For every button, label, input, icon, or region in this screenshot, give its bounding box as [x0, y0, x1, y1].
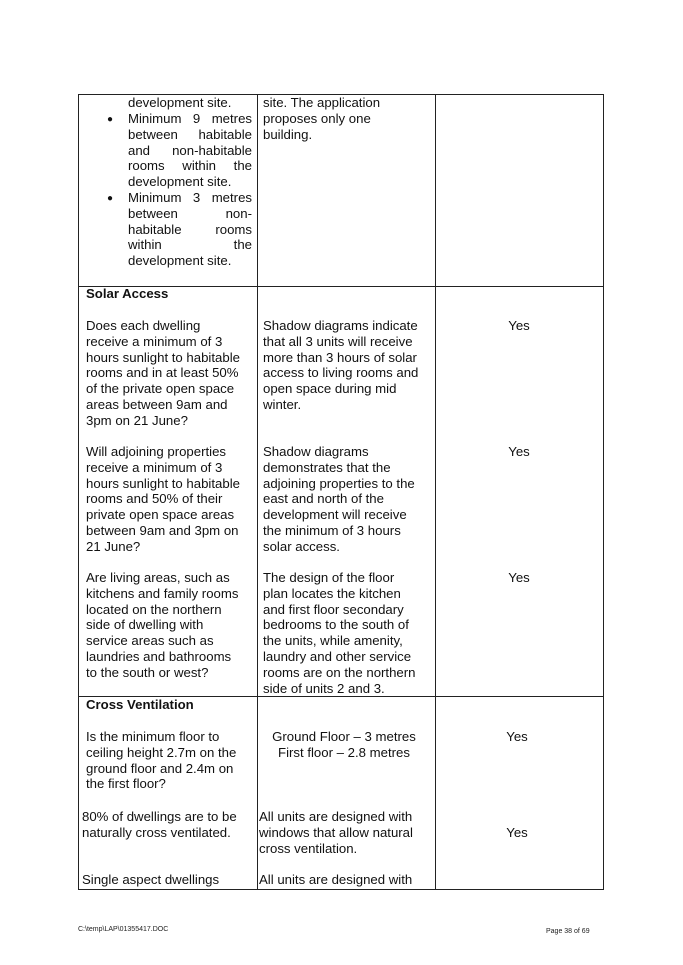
solar-question-2: Will adjoining properties receive a minimum of 3 hours sunlight to habitable rooms and 50% of their private open space areas between 9am and 3pm on 21 June?: [86, 444, 240, 554]
vent-question-3: Single aspect dwellings: [82, 872, 220, 887]
vent-response-1: Ground Floor – 3 metres First floor – 2.8 metres: [272, 729, 416, 760]
solar-question-3: Are living areas, such as kitchens and family rooms located on the northern side of dwelling with service areas such as laundries and bathrooms to the south or west?: [86, 570, 239, 680]
vent-question-2: 80% of dwellings are to be naturally cross ventilated.: [82, 809, 237, 840]
footer-file-path: C:\temp\LAP\01355417.DOC: [78, 926, 169, 933]
solar-compliance-2: Yes: [508, 444, 530, 459]
vent-response-3: All units are designed with: [259, 872, 413, 887]
bullet-icon: ●: [107, 193, 114, 204]
solar-response-3: The design of the floor plan locates the kitchen and first floor secondary bedrooms to the south of the units, while amenity, laundry and other service rooms are on the northern side of units 2 and 3.: [263, 570, 416, 696]
section-title-cross-ventilation: Cross Ventilation: [86, 697, 194, 712]
vent-response-2: All units are designed with windows that allow natural cross ventilation.: [259, 809, 413, 856]
vent-compliance-2: Yes: [506, 825, 528, 840]
row0-left-text: development site.: [128, 95, 232, 110]
bullet-item-2: Minimum 3 metres between non- habitable rooms within the development site.: [128, 190, 252, 269]
bullet-icon: ●: [107, 114, 114, 125]
vent-question-1: Is the minimum floor to ceiling height 2.7m on the ground floor and 2.4m on the first floor?: [86, 729, 237, 792]
footer-page-number: Page 38 of 69: [546, 928, 590, 935]
solar-compliance-3: Yes: [508, 570, 530, 585]
vent-compliance-1: Yes: [506, 729, 528, 744]
solar-question-1: Does each dwelling receive a minimum of 3 hours sunlight to habitable rooms and in at least 50% of the private open space areas between 9am and 3pm on 21 June?: [86, 318, 240, 428]
row0-middle-text: site. The application proposes only one building.: [263, 95, 381, 142]
solar-response-2: Shadow diagrams demonstrates that the adjoining properties to the east and north of the development will receive the minimum of 3 hours solar access.: [263, 444, 415, 554]
solar-compliance-1: Yes: [508, 318, 530, 333]
column-divider-2: [435, 95, 436, 889]
bullet-item-1: Minimum 9 metres between habitable and non-habitable rooms within the development site.: [128, 111, 252, 190]
solar-response-1: Shadow diagrams indicate that all 3 units will receive more than 3 hours of solar access to living rooms and open space during mid winter.: [263, 318, 419, 412]
column-divider-1: [257, 95, 258, 889]
section-title-solar-access: Solar Access: [86, 286, 169, 301]
